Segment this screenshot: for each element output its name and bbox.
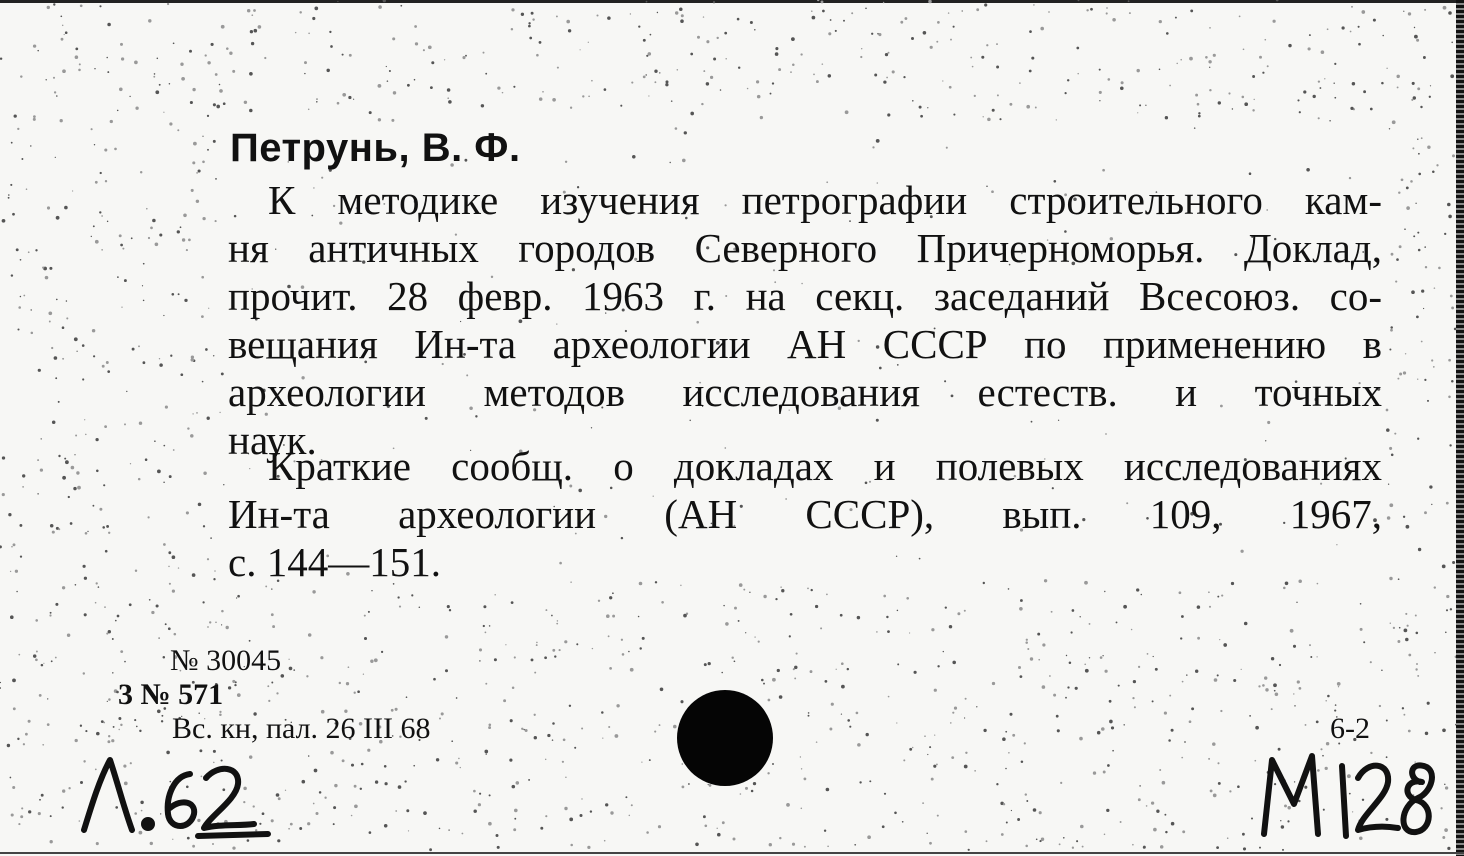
source-line: Ин-та археологии (АН СССР), вып. 109, 1967, bbox=[228, 491, 1382, 537]
title-paragraph bbox=[228, 176, 1382, 464]
record-number: № 30045 bbox=[170, 644, 282, 677]
author-name: Петрунь, В. Ф. bbox=[230, 126, 521, 170]
shelf-note: Вс. кн, пал. 26 III 68 bbox=[172, 712, 431, 745]
title-line: К методике изучения петрографии строительного кам- bbox=[268, 177, 1382, 223]
title-line: археологии методов исследования естеств. и точных bbox=[228, 369, 1382, 415]
title-line: прочит. 28 февр. 1963 г. на секц. заседаний Всесоюз. со- bbox=[228, 273, 1382, 319]
handwritten-left-mark bbox=[78, 744, 278, 840]
bottom-rule bbox=[0, 852, 1464, 854]
classification-code: 6-2 bbox=[1330, 712, 1370, 745]
source-line: Краткие сообщ. о докладах и полевых исследованиях bbox=[268, 443, 1382, 489]
punch-hole bbox=[677, 690, 773, 786]
title-line: вещания Ин-та археологии АН СССР по применению в bbox=[228, 321, 1382, 367]
handwritten-right-mark bbox=[1250, 738, 1450, 842]
card-edge-scan-artifact bbox=[1456, 0, 1464, 856]
registry-number: 3 № 571 bbox=[118, 678, 224, 711]
title-line: ня античных городов Северного Причерноморья. Доклад, bbox=[228, 225, 1382, 271]
title-line: наук. bbox=[228, 417, 317, 463]
source-line: с. 144—151. bbox=[228, 539, 441, 585]
source-paragraph bbox=[228, 442, 1382, 586]
